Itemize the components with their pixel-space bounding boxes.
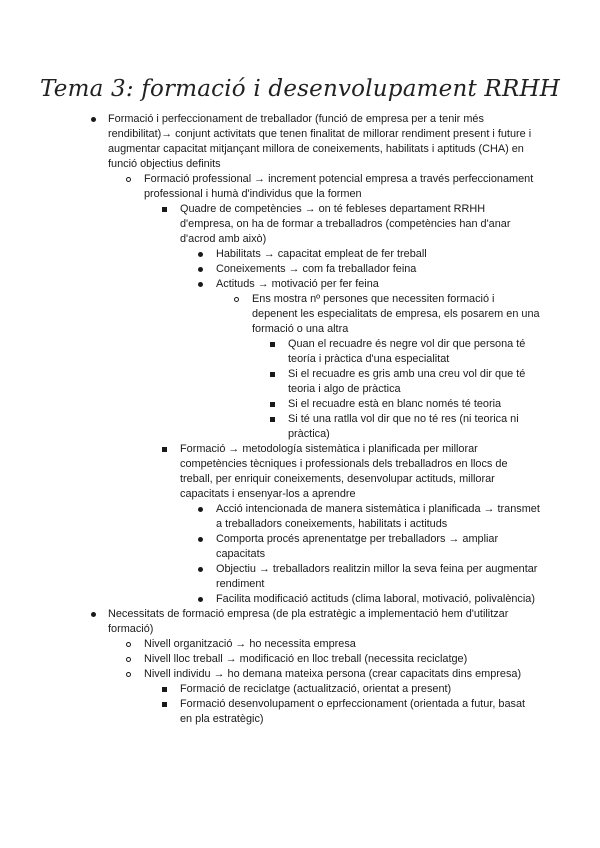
list-item bbox=[288, 397, 540, 412]
bullet-list-level-3 bbox=[144, 682, 540, 727]
list-item-text: Facilita modificació actituds (clima laboral, motivació, polivalència) bbox=[216, 593, 535, 605]
list-item bbox=[216, 532, 540, 562]
list-item-text: Coneixements → com fa treballador feina bbox=[216, 263, 417, 275]
document-body bbox=[0, 112, 600, 727]
list-item-text: Si té una ratlla vol dir que no té res (ni teorica ni pràctica) bbox=[288, 413, 519, 440]
list-item-text: Quan el recuadre és negre vol dir que persona té teoría i pràctica d'una especialitat bbox=[288, 338, 526, 365]
bullet-square-icon bbox=[270, 367, 275, 382]
bullet-list-level-5 bbox=[216, 292, 540, 442]
bullet-dot-icon bbox=[91, 607, 96, 622]
list-item bbox=[216, 592, 540, 607]
bullet-dot-icon bbox=[198, 502, 203, 517]
bullet-square-icon bbox=[162, 202, 167, 217]
list-item bbox=[216, 502, 540, 532]
list-item bbox=[0, 112, 600, 607]
bullet-dot-icon bbox=[91, 112, 96, 127]
list-item-text: Comporta procés aprenentatge per treballadors → ampliar capacitats bbox=[216, 533, 499, 560]
list-item bbox=[216, 562, 540, 592]
list-item-text: Nivell organització → ho necessita empresa bbox=[144, 638, 356, 650]
list-item-text: Formació → metodología sistemàtica i planificada per millorar competències tècniques i professionals dels treballadros en llocs de treball, per enriquir coneixements, desenvolupar actituds, millorar capacitats i ensenyar-los a aprendre bbox=[180, 443, 508, 500]
bullet-square-icon bbox=[162, 682, 167, 697]
list-item bbox=[144, 652, 540, 667]
bullet-dot-icon bbox=[198, 277, 203, 292]
bullet-circle-icon bbox=[126, 637, 131, 652]
list-item-text: Habilitats → capacitat empleat de fer treball bbox=[216, 248, 427, 260]
bullet-circle-icon bbox=[126, 652, 131, 667]
bullet-square-icon bbox=[270, 337, 275, 352]
list-item bbox=[252, 292, 540, 442]
list-item bbox=[144, 637, 540, 652]
list-item-text: Si el recuadre es gris amb una creu vol dir que té teoria i algo de pràctica bbox=[288, 368, 526, 395]
list-item-text: Necessitats de formació empresa (de pla estratègic a implementació hem d'utilitzar formació) bbox=[108, 608, 509, 635]
bullet-list-level-6 bbox=[252, 337, 540, 442]
list-item bbox=[144, 172, 540, 607]
bullet-list-level-4 bbox=[180, 502, 540, 607]
list-item bbox=[288, 412, 540, 442]
list-item-text: Formació i perfeccionament de treballador (funció de empresa per a tenir més rendibilitat)→ conjunt activitats que tenen finalitat de millorar rendiment present i future i augmentar capacitat mitjançant millora de coneixements, habilitats i aptituds (CHA) en funció objectius definits bbox=[108, 113, 532, 170]
list-item-text: Acció intencionada de manera sistemàtica i planificada → transmet a treballadors coneixements, habilitats i actituds bbox=[216, 503, 540, 530]
bullet-square-icon bbox=[270, 397, 275, 412]
bullet-square-icon bbox=[270, 412, 275, 427]
list-item bbox=[216, 247, 540, 262]
list-item-text: Formació professional → increment potencial empresa a través perfeccionament professional i humà d'individus que la formen bbox=[144, 173, 534, 200]
bullet-list-level-3 bbox=[144, 202, 540, 607]
list-item-text: Nivell individu → ho demana mateixa persona (crear capacitats dins empresa) bbox=[144, 668, 522, 680]
bullet-circle-icon bbox=[234, 292, 239, 307]
bullet-dot-icon bbox=[198, 262, 203, 277]
list-item-text: Ens mostra nº persones que necessiten formació i depenent les especialitats de empresa, els posarem en una formació o una altra bbox=[252, 293, 540, 335]
bullet-list-level-4 bbox=[180, 247, 540, 442]
list-item bbox=[288, 337, 540, 367]
list-item bbox=[180, 442, 540, 607]
page-title: Tema 3: formació i desenvolupament RRHH bbox=[40, 76, 560, 102]
bullet-dot-icon bbox=[198, 247, 203, 262]
bullet-list-level-2 bbox=[108, 637, 540, 727]
list-item bbox=[180, 202, 540, 442]
list-item-text: Nivell lloc treball → modificació en lloc treball (necessita reciclatge) bbox=[144, 653, 468, 665]
bullet-dot-icon bbox=[198, 532, 203, 547]
bullet-circle-icon bbox=[126, 667, 131, 682]
list-item bbox=[216, 262, 540, 277]
bullet-dot-icon bbox=[198, 562, 203, 577]
bullet-list-level-1 bbox=[0, 112, 600, 727]
list-item bbox=[144, 667, 540, 727]
bullet-square-icon bbox=[162, 697, 167, 712]
bullet-square-icon bbox=[162, 442, 167, 457]
bullet-list-level-2 bbox=[108, 172, 540, 607]
list-item bbox=[216, 277, 540, 442]
list-item-text: Quadre de competències → on té febleses departament RRHH d'empresa, on ha de formar a treballadros (competències han d'anar d'acrod amb això) bbox=[180, 203, 511, 245]
list-item-text: Si el recuadre està en blanc només té teoria bbox=[288, 398, 502, 410]
list-item bbox=[180, 697, 540, 727]
bullet-dot-icon bbox=[198, 592, 203, 607]
list-item-text: Actituds → motivació per fer feina bbox=[216, 278, 379, 290]
list-item bbox=[0, 607, 600, 727]
list-item-text: Formació de reciclatge (actualització, orientat a present) bbox=[180, 683, 452, 695]
bullet-circle-icon bbox=[126, 172, 131, 187]
list-item-text: Formació desenvolupament o eprfeccionament (orientada a futur, basat en pla estratègic) bbox=[180, 698, 526, 725]
list-item-text: Objectiu → treballadors realitzin millor la seva feina per augmentar rendiment bbox=[216, 563, 538, 590]
list-item bbox=[180, 682, 540, 697]
list-item bbox=[288, 367, 540, 397]
